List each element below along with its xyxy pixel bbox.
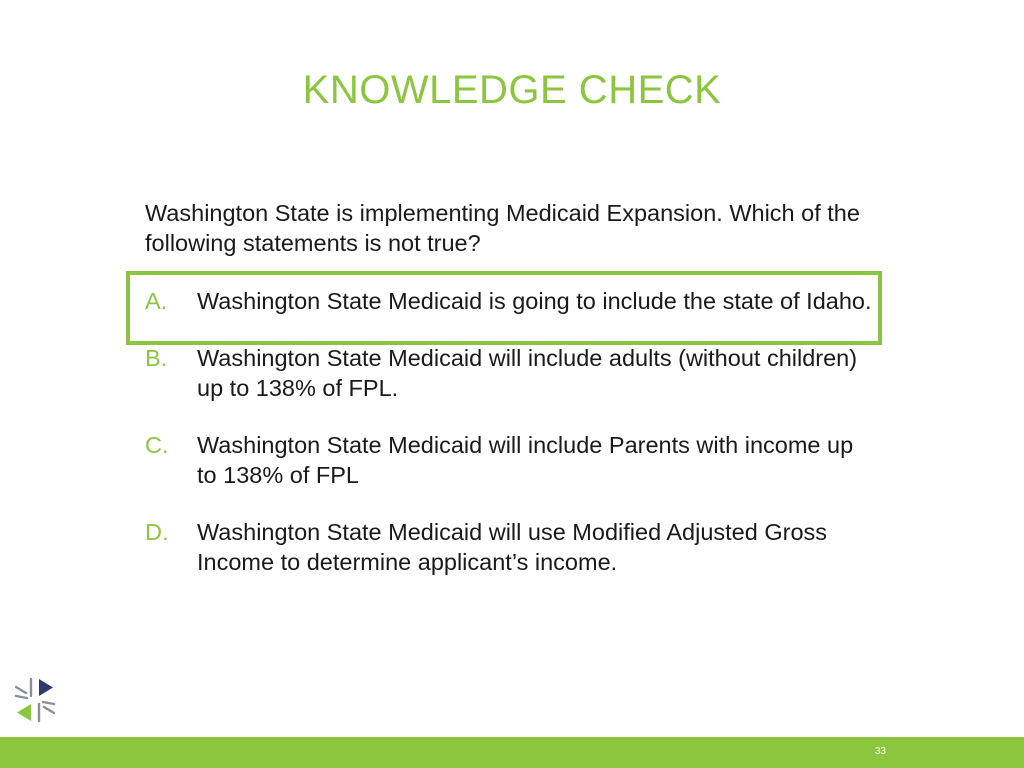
answer-option-a[interactable] [145, 286, 875, 316]
answer-option-b[interactable] [145, 343, 875, 403]
option-text: Washington State Medicaid will include adults (without children) up to 138% of FPL. [197, 345, 858, 401]
organization-logo-icon [12, 676, 58, 724]
option-letter: D. [145, 519, 169, 545]
answer-option-d[interactable] [145, 517, 875, 577]
answer-options-list [145, 286, 875, 604]
option-text: Washington State Medicaid will include Parents with income up to 138% of FPL [197, 432, 854, 488]
slide-title: KNOWLEDGE CHECK [302, 68, 722, 112]
logo-dark-triangle [39, 679, 53, 696]
answer-option-c[interactable] [145, 430, 875, 490]
option-letter: B. [145, 345, 168, 371]
option-letter: C. [145, 432, 169, 458]
footer-bar [0, 737, 1024, 768]
option-letter: A. [145, 288, 168, 314]
page-number: 33 [874, 746, 886, 757]
option-text: Washington State Medicaid is going to include the state of Idaho. [197, 288, 872, 314]
logo-green-triangle [17, 704, 31, 721]
question-text: Washington State is implementing Medicaid Expansion. Which of the following statements is not true? [145, 200, 860, 256]
option-text: Washington State Medicaid will use Modified Adjusted Gross Income to determine applicant’s income. [197, 519, 828, 575]
